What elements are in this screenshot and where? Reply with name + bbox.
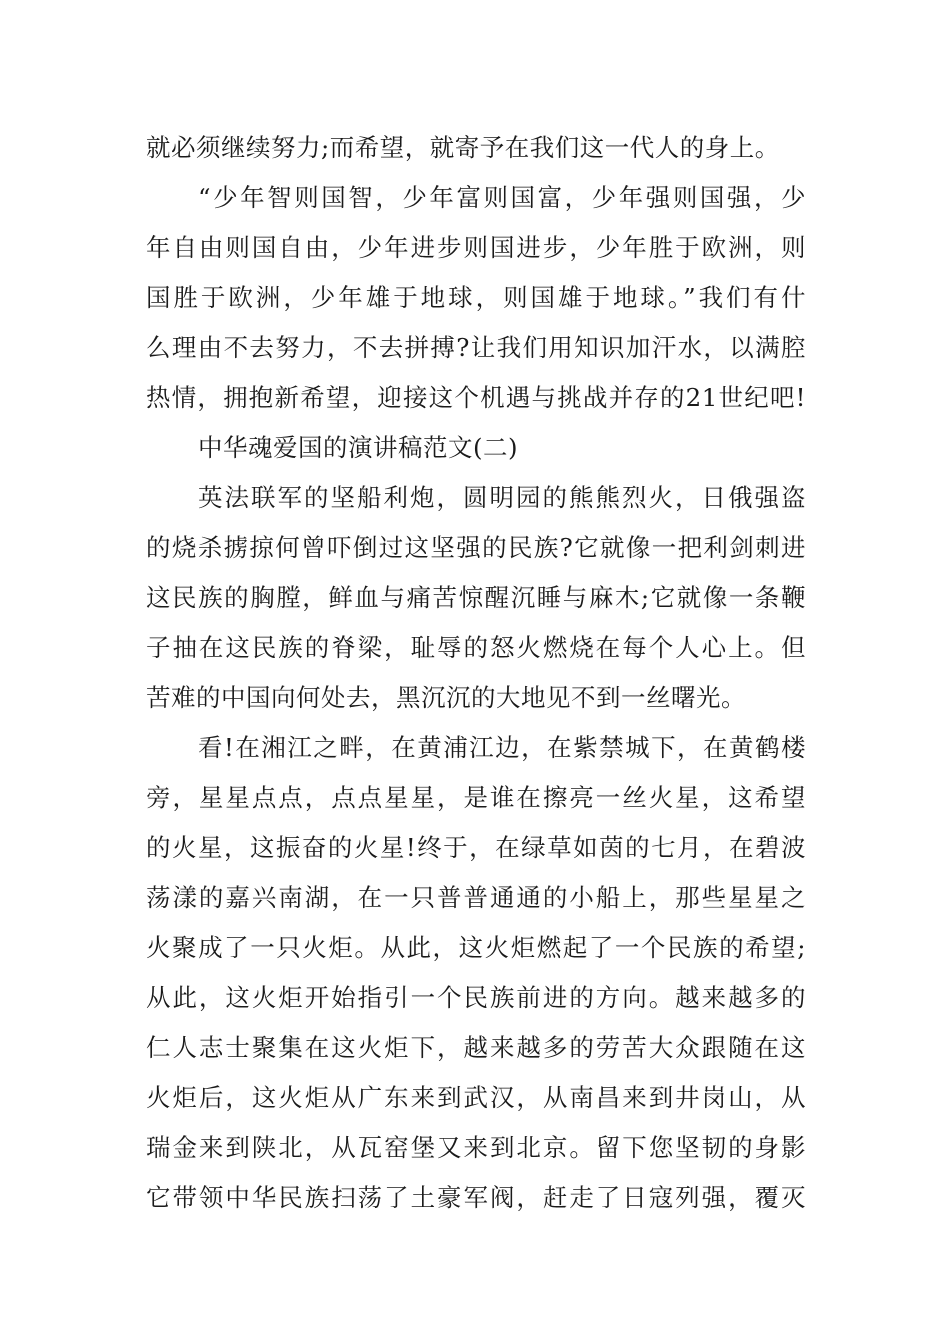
text-line: 看!在湘江之畔，在黄浦江边，在紫禁城下，在黄鹤楼 (198, 733, 806, 762)
text-line: 火聚成了一只火炬。从此，这火炬燃起了一个民族的希望; (146, 933, 806, 962)
text-line: 就必须继续努力;而希望，就寄予在我们这一代人的身上。 (146, 133, 780, 162)
text-line: 火炬后，这火炬从广东来到武汉，从南昌来到井岗山，从 (146, 1083, 806, 1112)
text-line: 的烧杀掳掠何曾吓倒过这坚强的民族?它就像一把利剑刺进 (146, 533, 806, 562)
section-heading: 中华魂爱国的演讲稿范文(二) (198, 433, 519, 462)
text-line: 从此，这火炬开始指引一个民族前进的方向。越来越多的 (146, 983, 806, 1012)
text-line: 热情，拥抱新希望，迎接这个机遇与挑战并存的21世纪吧! (146, 383, 806, 412)
text-line: “少年智则国智，少年富则国富，少年强则国强，少 (198, 183, 806, 212)
text-line: 英法联军的坚船利炮，圆明园的熊熊烈火，日俄强盗 (198, 483, 806, 512)
text-line: 么理由不去努力，不去拼搏?让我们用知识加汗水，以满腔 (146, 333, 806, 362)
text-line: 这民族的胸膛，鲜血与痛苦惊醒沉睡与麻木;它就像一条鞭 (146, 583, 806, 612)
text-line: 子抽在这民族的脊梁，耻辱的怒火燃烧在每个人心上。但 (146, 633, 806, 662)
text-line: 旁，星星点点，点点星星，是谁在擦亮一丝火星，这希望 (146, 783, 806, 812)
text-line: 年自由则国自由，少年进步则国进步，少年胜于欧洲，则 (146, 233, 806, 262)
text-line: 苦难的中国向何处去，黑沉沉的大地见不到一丝曙光。 (146, 683, 746, 712)
text-line: 国胜于欧洲，少年雄于地球，则国雄于地球。”我们有什 (146, 283, 806, 312)
text-line: 瑞金来到陕北，从瓦窑堡又来到北京。留下您坚韧的身影 (146, 1133, 806, 1162)
text-line: 它带领中华民族扫荡了土豪军阀，赶走了日寇列强，覆灭 (146, 1183, 806, 1212)
text-line: 的火星，这振奋的火星!终于，在绿草如茵的七月，在碧波 (146, 833, 806, 862)
text-line: 荡漾的嘉兴南湖，在一只普普通通的小船上，那些星星之 (146, 883, 806, 912)
text-line: 仁人志士聚集在这火炬下，越来越多的劳苦大众跟随在这 (146, 1033, 806, 1062)
